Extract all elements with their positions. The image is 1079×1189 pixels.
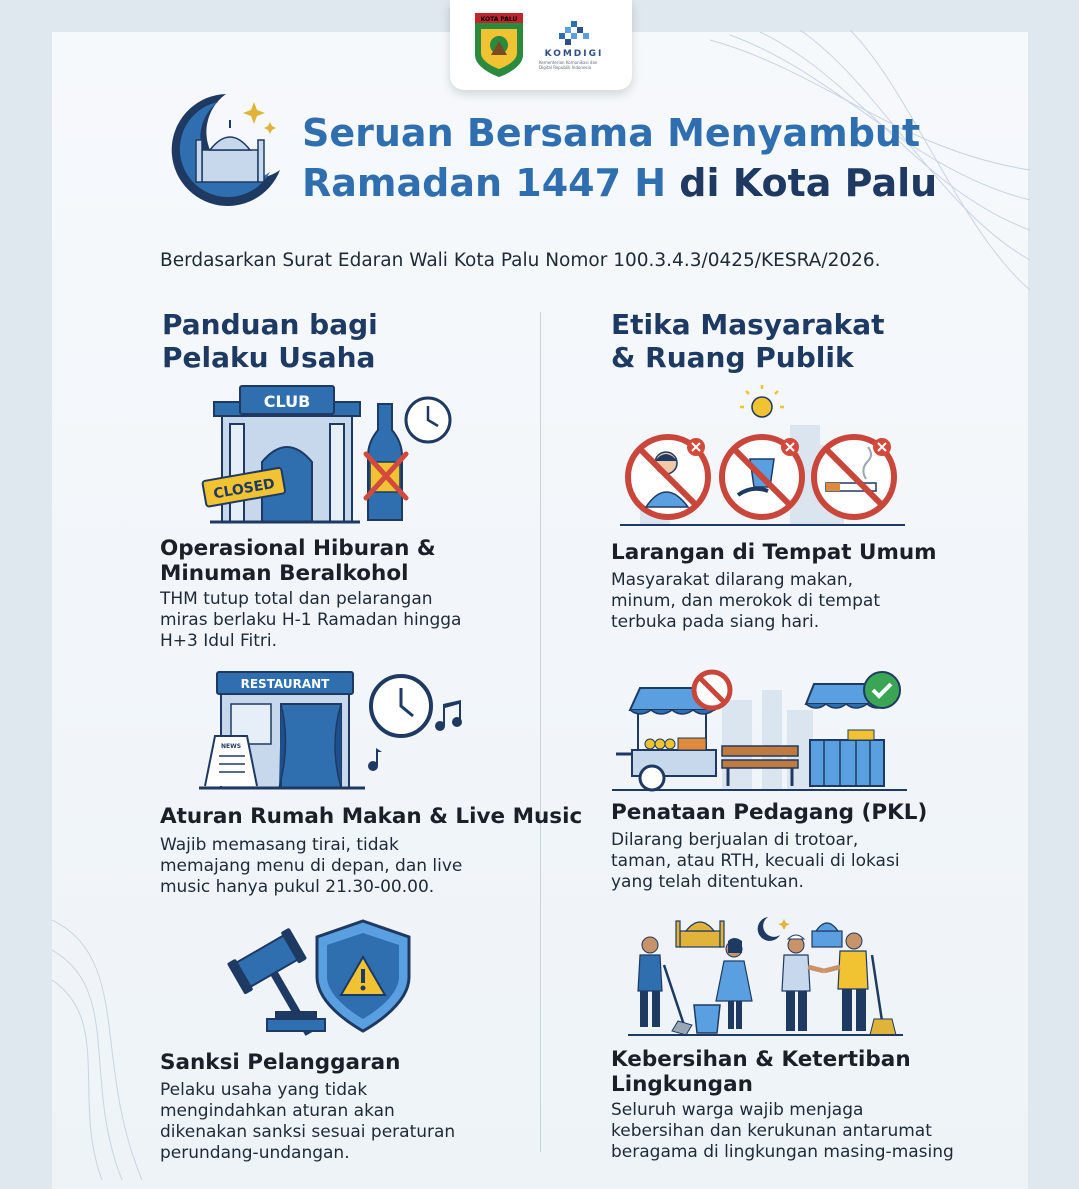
item-title-line: Aturan Rumah Makan & Live Music — [160, 804, 583, 829]
item-title — [611, 1047, 911, 1097]
desc-line: perundang-undangan. — [160, 1143, 350, 1163]
desc-line: yang telah ditentukan. — [611, 872, 804, 892]
desc-line: Masyarakat dilarang makan, — [611, 570, 854, 590]
left-heading-line-2: Pelaku Usaha — [162, 341, 376, 374]
item-description — [611, 1100, 954, 1163]
item-title-line: Operasional Hiburan & — [160, 536, 436, 561]
item-description — [160, 835, 462, 898]
desc-line: miras berlaku H-1 Ramadan hingga — [160, 610, 462, 630]
logo-card — [450, 0, 632, 90]
left-heading — [162, 308, 378, 374]
restaurant-music-illustration — [195, 668, 470, 793]
crescent-mosque-icon — [158, 88, 288, 208]
desc-line: Seluruh warga wajib menjaga — [611, 1100, 864, 1120]
title-rest: di Kota Palu — [666, 161, 938, 205]
item-title-line: Minuman Beralkohol — [160, 561, 409, 586]
desc-line: Wajib memasang tirai, tidak — [160, 835, 399, 855]
kota-palu-crest-icon — [473, 11, 525, 79]
item-title — [611, 800, 927, 825]
column-divider — [540, 312, 541, 1152]
desc-line: Dilarang berjualan di trotoar, — [611, 830, 859, 850]
komdigi-pixel-icon — [557, 21, 591, 49]
no-eat-drink-smoke-illustration — [620, 385, 905, 530]
desc-line: beragama di lingkungan masing-masing — [611, 1142, 954, 1162]
left-heading-line-1: Panduan bagi — [162, 308, 378, 341]
club-sign: CLUB — [263, 392, 311, 411]
page-title — [302, 108, 937, 208]
item-title-line: Sanksi Pelanggaran — [160, 1050, 401, 1075]
desc-line: minum, dan merokok di tempat — [611, 591, 880, 611]
desc-line: music hanya pukul 21.30-00.00. — [160, 877, 435, 897]
gavel-shield-illustration — [205, 915, 415, 1040]
restaurant-sign: RESTAURANT — [240, 677, 330, 691]
desc-line: mengindahkan aturan akan — [160, 1101, 395, 1121]
desc-line: kebersihan dan kerukunan antarumat — [611, 1121, 932, 1141]
club-closed-illustration — [200, 380, 460, 528]
closed-sign: CLOSED — [212, 475, 277, 503]
item-title — [160, 804, 582, 829]
right-heading — [611, 308, 885, 374]
desc-line: terbuka pada siang hari. — [611, 612, 820, 632]
item-title — [160, 536, 436, 586]
item-description — [611, 830, 900, 893]
title-line-1: Seruan Bersama Menyambut — [302, 111, 921, 155]
komdigi-subtitle: Kementerian Komunikasi dan Digital Republik Indonesia — [539, 59, 598, 70]
item-title-line: Larangan di Tempat Umum — [611, 540, 937, 565]
item-description — [160, 1080, 455, 1164]
komdigi-logo — [539, 21, 609, 70]
item-description — [160, 589, 461, 652]
desc-line: Pelaku usaha yang tidak — [160, 1080, 368, 1100]
street-vendor-illustration — [612, 660, 907, 795]
intro-text: Berdasarkan Surat Edaran Wali Kota Palu Nomor 100.3.4.3/0425/KESRA/2026. — [160, 250, 881, 271]
news-board: NEWS — [220, 743, 242, 750]
desc-line: H+3 Idul Fitri. — [160, 631, 277, 651]
item-title-line: Penataan Pedagang (PKL) — [611, 800, 928, 825]
item-title — [160, 1050, 400, 1075]
desc-line: taman, atau RTH, kecuali di lokasi — [611, 851, 900, 871]
item-title-line: Kebersihan & Ketertiban — [611, 1047, 911, 1072]
item-description — [611, 570, 880, 633]
crest-label: KOTA PALU — [480, 16, 518, 23]
komdigi-label: KOMDIGI — [544, 48, 604, 59]
item-title — [611, 540, 937, 565]
title-accent: Ramadan 1447 H — [302, 161, 667, 205]
desc-line: THM tutup total dan pelarangan — [160, 589, 433, 609]
desc-line: dikenakan sanksi sesuai peraturan — [160, 1122, 456, 1142]
community-cleaning-illustration — [628, 905, 903, 1040]
right-heading-line-2: & Ruang Publik — [611, 341, 854, 374]
desc-line: memajang menu di depan, dan live — [160, 856, 463, 876]
right-heading-line-1: Etika Masyarakat — [611, 308, 885, 341]
item-title-line: Lingkungan — [611, 1072, 753, 1097]
